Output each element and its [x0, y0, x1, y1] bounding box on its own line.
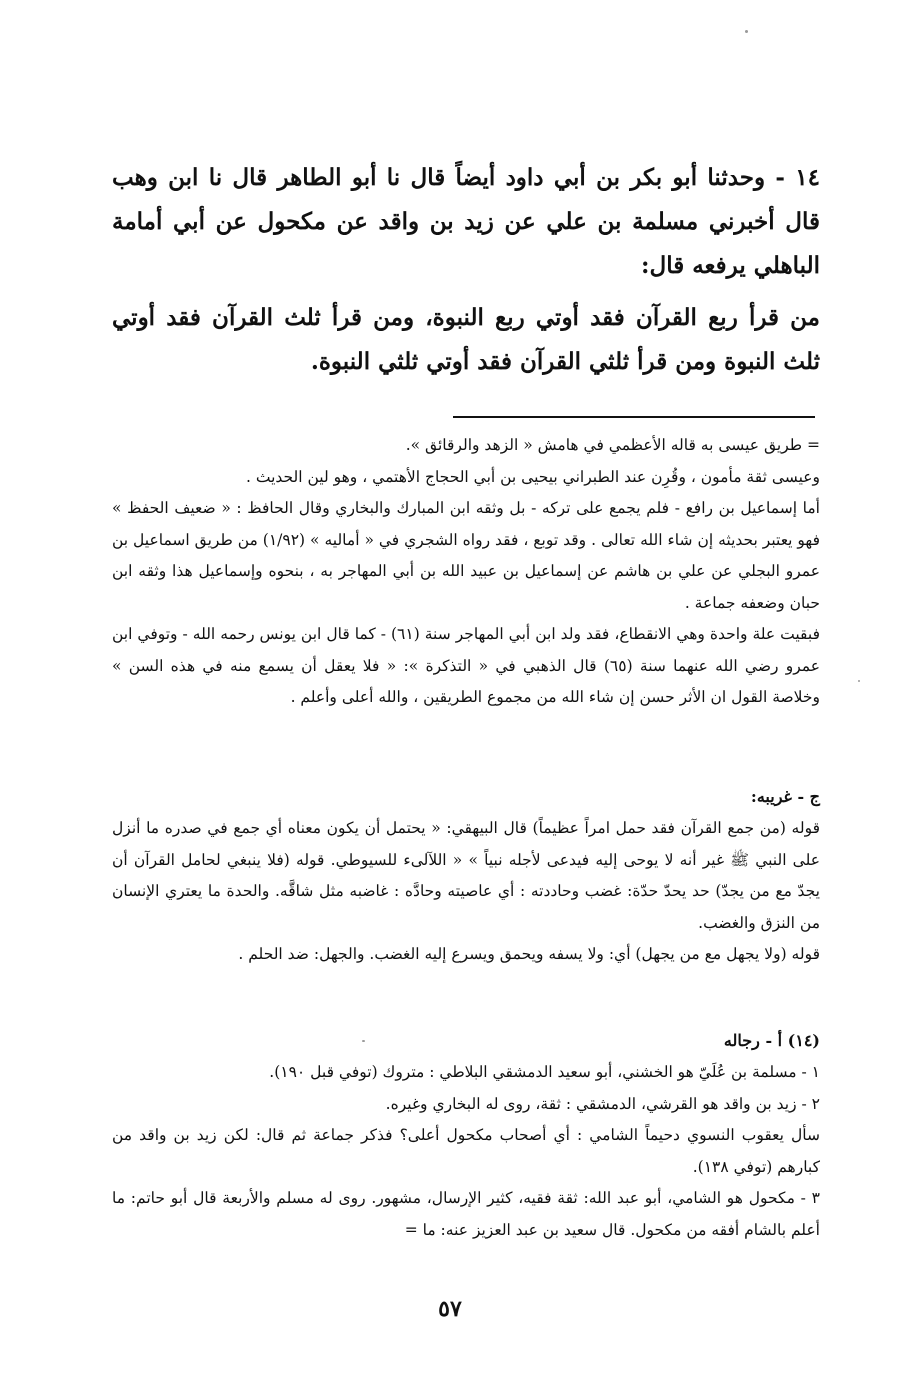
footnote-line: فبقيت علة واحدة وهي الانقطاع، فقد ولد ابن أبي المهاجر سنة (٦١) - كما قال ابن يونس رحمه الله - وتوفي ابن عمرو رضي الله عنهما سنة (٦٥) قال الذهبي في « التذكرة »: « فلا يعقل أن يسمع منه في هذه السن » وخلاصة القول ان الأثر حسن إن شاء الله من مجموع الطريقين ، والله أعلى وأعلم . — [112, 625, 820, 706]
footnote-separator — [453, 416, 815, 418]
rijal-line: سأل يعقوب النسوي دحيماً الشامي : أي أصحاب مكحول أعلى؟ فذكر جماعة ثم قال: لكن زيد بن واقد من كبارهم (توفي ١٣٨). — [112, 1126, 820, 1176]
gharib-line: قوله (ولا يجهل مع من يجهل) أي: ولا يسفه ويحمق ويسرع إليه الغضب. والجهل: ضد الحلم . — [238, 945, 820, 963]
page-number: ٥٧ — [438, 1296, 462, 1322]
footnote-line: وعيسى ثقة مأمون ، وقُرِن عند الطبراني بيحيى بن أبي الحجاج الأهتمي ، وهو لين الحديث . — [246, 467, 820, 486]
hadith-chain-paragraph: ١٤ - وحدثنا أبو بكر بن أبي داود أيضاً قال نا أبو الطاهر قال نا ابن وهب قال أخبرني مسلمة بن علي عن زيد بن واقد عن مكحول عن أبي أمامة الباهلي يرفعه قال: — [112, 164, 820, 279]
gharib-block — [112, 813, 820, 971]
scan-speck — [362, 1040, 365, 1042]
scan-speck — [858, 680, 860, 682]
footnote-block — [112, 430, 820, 714]
rijal-line: ١ - مسلمة بن عُلَيّ هو الخشني، أبو سعيد الدمشقي البلاطي : متروك (توفي قبل ١٩٠). — [269, 1063, 820, 1081]
gharib-line: قوله (من جمع القرآن فقد حمل امراً عظيماً) قال البيهقي: « يحتمل أن يكون معناه أي جمع في صدره ما أنزل على النبي ﷺ غير أنه لا يوحى إليه فيدعى لأجله نبياً » « اللآلىء للسيوطي. قوله (فلا ينبغي لحامل القرآن أن يجدّ مع من يجدّ) حد يحدّ حدّة: غضب وحاددته : أي عاصيته وحادَّه : غاضبه مثل شاقَّه. والحدة ما يعتري الإنسان من النزق والغضب. — [112, 819, 820, 932]
rijal-block — [112, 1057, 820, 1246]
footnote-line: = طريق عيسى به قاله الأعظمي في هامش « الزهد والرقائق ». — [405, 436, 820, 454]
hadith-text-paragraph: من قرأ ربع القرآن فقد أوتي ربع النبوة، ومن قرأ ثلث القرآن فقد أوتي ثلث النبوة ومن قرأ ثلثي القرآن فقد أوتي ثلثي النبوة. — [112, 304, 820, 375]
rijal-line: ٢ - زيد بن واقد هو القرشي، الدمشقي : ثقة، روى له البخاري وغيره. — [385, 1094, 820, 1113]
rijal-heading: (١٤) أ - رجاله — [723, 1031, 820, 1050]
scan-speck — [745, 30, 748, 33]
footnote-line: أما إسماعيل بن رافع - فلم يجمع على تركه - بل وثقه ابن المبارك والبخاري وقال الحافظ : « ضعيف الحفظ » فهو يعتبر بحديثه إن شاء الله تعالى . وقد توبع ، فقد رواه الشجري في « أماليه » (١/٩٢) من طريق اسماعيل بن عمرو البجلي عن علي بن هاشم عن إسماعيل بن عبيد الله بن أبي المهاجر به ، بنحوه وإسماعيل هذا وثقه ابن حبان وضعفه جماعة . — [112, 499, 820, 612]
rijal-line: ٣ - مكحول هو الشامي، أبو عبد الله: ثقة فقيه، كثير الإرسال، مشهور. روى له مسلم والأربعة قال أبو حاتم: ما أعلم بالشام أفقه من مكحول. قال سعيد بن عبد العزيز عنه: ما = — [112, 1189, 820, 1239]
gharib-heading: ج - غريبه: — [750, 787, 820, 806]
